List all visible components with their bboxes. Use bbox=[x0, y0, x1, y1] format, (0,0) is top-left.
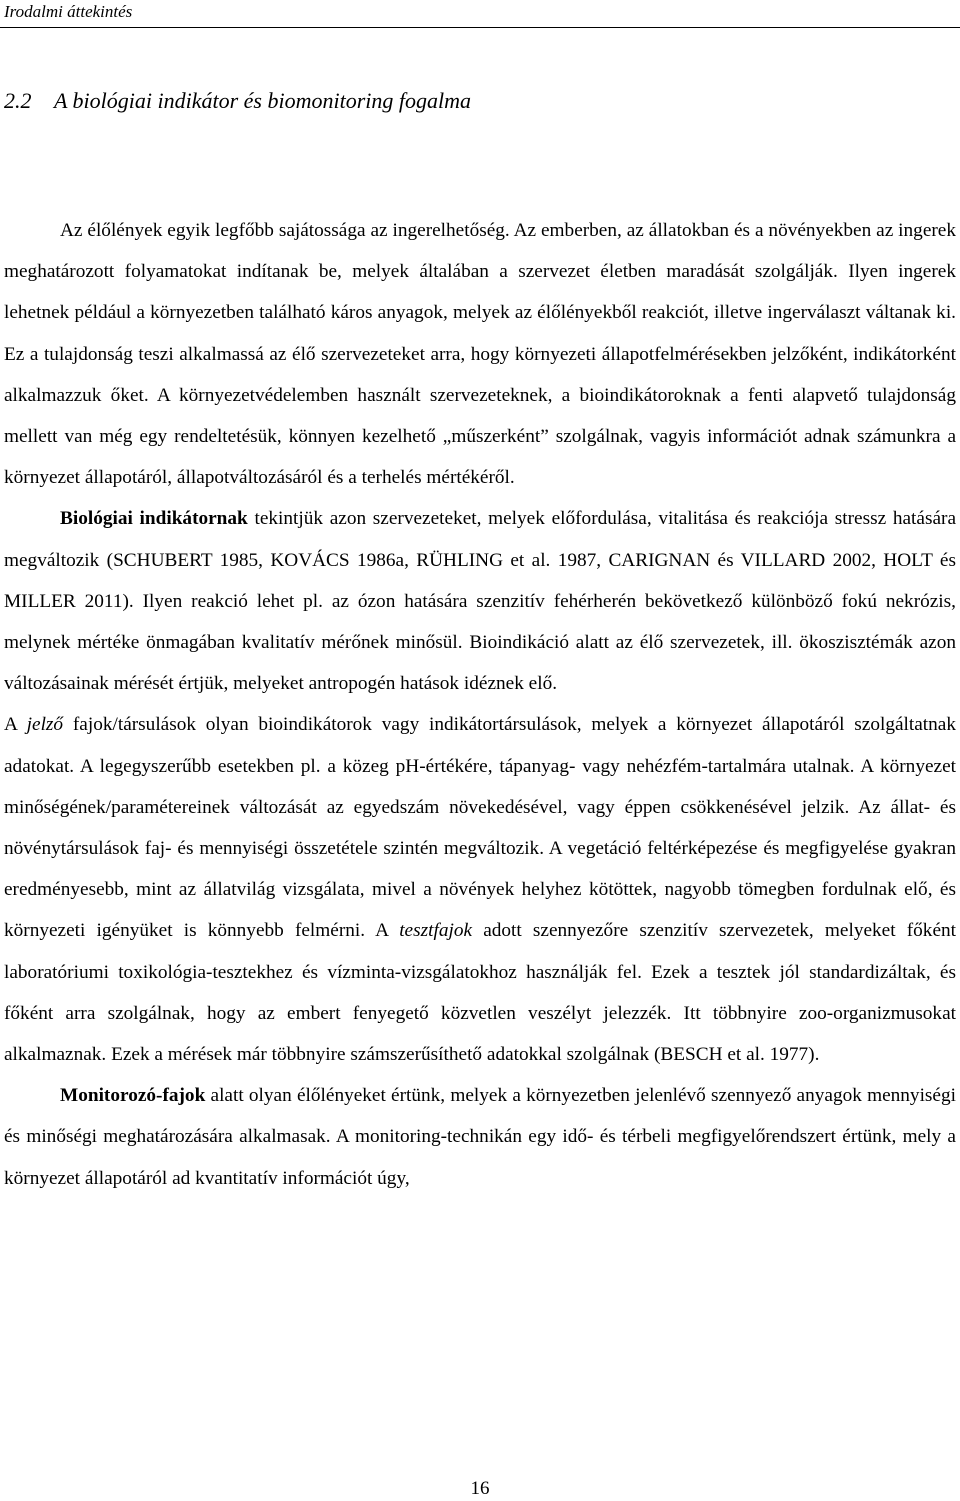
section-title: A biológiai indikátor és biomonitoring fogalma bbox=[54, 88, 471, 113]
section-number: 2.2 bbox=[4, 88, 32, 113]
paragraph-text: Az élőlények egyik legfőbb sajátossága az ingerelhetőség. Az emberben, az állatokban és a növényekben az ingerek meghatározott folyamatokat indítanak be, melyek általában a szervezet életben maradását szolgálják. Ilyen ingerek lehetnek például a környezetben található káros anyagok, melyek az élőlényekből reakciót, illetve ingerválaszt váltanak ki. Ez a tulajdonság teszi alkalmassá az élő szervezeteket arra, hogy környezeti állapotfelmérésekben jelzőként, indikátorként alkalmazzuk őket. A környezetvédelemben használt szervezeteknek, a bioindikátoroknak a fenti alapvető tulajdonság mellett van még egy rendeltetésük, könnyen kezelhető „műszerként” szolgálnak, vagyis információt adnak számunkra a környezet állapotáról, állapotváltozásáról és a terhelés mértékéről. bbox=[4, 220, 956, 489]
paragraph-text: tekintjük azon szervezeteket, melyek előfordulása, vitalitása és reakciója stressz hatására megváltozik (SCHUBERT 1985, KOVÁCS 1986a, RÜHLING et al. 1987, CARIGNAN és VILLARD 2002, HOLT és MILLER 2011). Ilyen reakció lehet pl. az ózon hatására szenzitív fehérherén bekövetkező különböző fokú nekrózis, melynek mértéke önmagában kvalitatív mérőnek minősül. Bioindikáció alatt az élő szervezetek, ill. ökoszisztémák azon változásainak mérését értjük, melyeket antropogén hatások idéznek elő. bbox=[4, 508, 957, 695]
paragraph-monitorozo-fajok bbox=[4, 1075, 956, 1199]
body-text bbox=[4, 210, 956, 1199]
header-rule bbox=[0, 27, 960, 28]
term-monitorozo-fajok: Monitorozó-fajok bbox=[60, 1085, 206, 1107]
term-biologiai-indikator: Biológiai indikátornak bbox=[60, 508, 248, 530]
paragraph-text: fajok/társulások olyan bioindikátorok vagy indikátortársulások, melyek a környezet állapotáról szolgáltatnak adatokat. A legegyszerűbb esetekben pl. a közeg pH-értékére, tápanyag- vagy nehézfém-tartalmára utalnak. A környezet minőségének/paramétereinek változását az egyedszám növekedésével, vagy éppen csökkenésével jelzik. Az állat- és növénytársulások faj- és mennyiségi összetétele szintén megváltozik. A vegetáció feltérképezése és megfigyelése gyakran eredményesebb, mint az állatvilág vizsgálata, mivel a növények helyhez kötöttek, nagyobb tömegben fordulnak elő, és környezeti igényüket is könnyebb felmérni. A bbox=[4, 714, 957, 942]
paragraph-text: alatt olyan élőlényeket értünk, melyek a környezetben jelenlévő szennyező anyagok mennyiségi és minőségi meghatározására alkalmasak. A monitoring-technikán egy idő- és térbeli megfigyelőrendszert értünk, mely a környezet állapotáról ad kvantitatív információt úgy, bbox=[4, 1085, 956, 1189]
paragraph-text: adott szennyezőre szenzitív szervezetek, melyeket főként laboratóriumi toxikológia-tesztekhez és vízminta-vizsgálatokhoz használják fel. Ezek a tesztek jól standardizáltak, és főként arra szolgálnak, hogy az embert fenyegető közvetlen veszélyt jelezzék. Itt többnyire zoo-organizmusokat alkalmaznak. Ezek a mérések már többnyire számszerűsíthető adatokkal szolgálnak (BESCH et al. 1977). bbox=[4, 920, 956, 1066]
term-tesztfajok: tesztfajok bbox=[399, 920, 473, 942]
paragraph-text: A bbox=[4, 714, 27, 736]
paragraph-ingerelhetoseg bbox=[4, 210, 956, 498]
section-heading bbox=[4, 88, 471, 114]
term-jelzo: jelző bbox=[26, 714, 64, 736]
paragraph-biologiai-indikator bbox=[4, 498, 956, 704]
paragraph-jelzo-fajok bbox=[4, 704, 956, 1075]
page-number: 16 bbox=[470, 1478, 490, 1499]
running-header: Irodalmi áttekintés bbox=[4, 2, 133, 21]
